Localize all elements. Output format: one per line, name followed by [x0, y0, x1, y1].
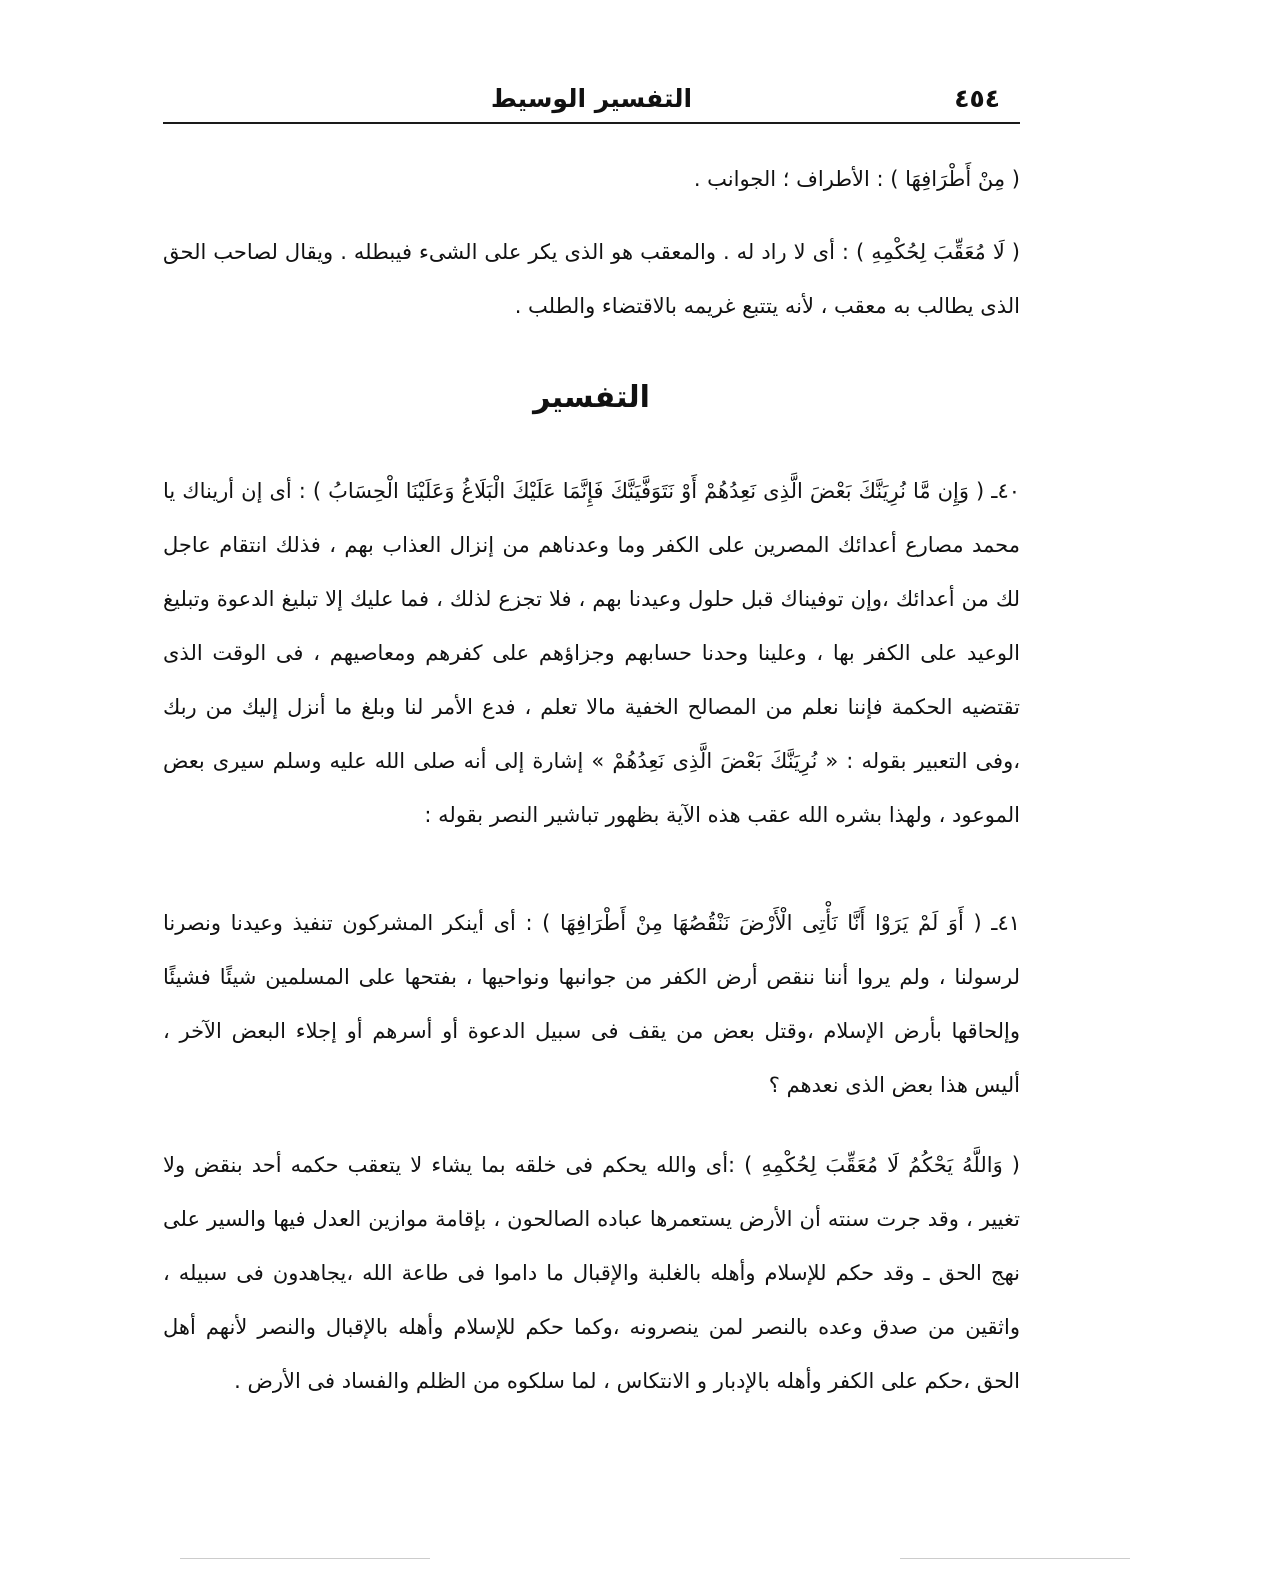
definition-muaqqib: ( لَا مُعَقِّبَ لِحُكْمِهِ ) : أى لا راد له . والمعقب هو الذى يكر على الشىء فيبطله . ويقال لصاحب الحق الذى يطالب به معقب ، لأنه يتتبع غريمه بالاقتضاء والطلب .: [163, 240, 1020, 318]
running-header: [163, 78, 1020, 124]
section-title: التفسير: [533, 380, 650, 415]
paragraph-verse-41: ٤١ـ ( أَوَ لَمْ يَرَوْا أَنَّا نَأْتِى الْأَرْضَ نَنْقُصُهَا مِنْ أَطْرَافِهَا ) : أى أينكر المشركون تنفيذ وعيدنا ونصرنا لرسولنا ، ولم يروا أننا ننقص أرض الكفر من جوانبها ونواحيها ، بفتحها على المسلمين شيئًا فشيئًا وإلحاقها بأرض الإسلام ،وقتل بعض من يقف فى سبيل الدعوة أو أسرهم أو إجلاء البعض الآخر ، أليس هذا بعض الذى نعدهم ؟: [163, 911, 1020, 1097]
paragraph-verse-40: ٤٠ـ ( وَإِن مَّا نُرِيَنَّكَ بَعْضَ الَّذِى نَعِدُهُمْ أَوْ نَتَوَفَّيَنَّكَ فَإِنَّمَا عَلَيْكَ الْبَلَاغُ وَعَلَيْنَا الْحِسَابُ ) : أى إن أريناك يا محمد مصارع أعدائك المصرين على الكفر وما وعدناهم من إنزال العذاب بهم ، فذلك انتقام عاجل لك من أعدائك ،وإن توفيناك قبل حلول وعيدنا بهم ، فلا تجزع لذلك ، فما عليك إلا تبليغ الدعوة وتبليغ الوعيد على الكفر بها ، وعلينا وحدنا حسابهم وجزاؤهم على كفرهم ومعاصيهم ، فى الوقت الذى تقتضيه الحكمة فإننا نعلم من المصالح الخفية مالا تعلم ، فدع الأمر لنا وبلغ ما أنزل إليك من ربك ،وفى التعبير بقوله : « نُرِيَنَّكَ بَعْضَ الَّذِى نَعِدُهُمْ » إشارة إلى أنه صلى الله عليه وسلم سيرى بعض الموعود ، ولهذا بشره الله عقب هذه الآية بظهور تباشير النصر بقوله :: [163, 479, 1020, 827]
page-number: ٤٥٤: [954, 84, 1000, 113]
definition-athraf: ( مِنْ أَطْرَافِهَا ) : الأطراف ؛ الجوانب .: [693, 167, 1020, 191]
bottom-divider-left: [180, 1558, 430, 1559]
bottom-divider-right: [900, 1558, 1130, 1559]
book-title: التفسير الوسيط: [490, 84, 693, 113]
paragraph-hukm: ( وَاللَّهُ يَحْكُمُ لَا مُعَقِّبَ لِحُكْمِهِ ) :أى والله يحكم فى خلقه بما يشاء لا يتعقب حكمه أحد بنقض ولا تغيير ، وقد جرت سنته أن الأرض يستعمرها عباده الصالحون ، بإقامة موازين العدل فيها والسير على نهج الحق ـ وقد حكم للإسلام وأهله بالغلبة والإقبال ما داموا فى طاعة الله ،يجاهدون فى سبيله ، واثقين من صدق وعده بالنصر لمن ينصرونه ،وكما حكم للإسلام وأهله بالإقبال والنصر لأنهم أهل الحق ،حكم على الكفر وأهله بالإدبار و الانتكاس ، لما سلكوه من الظلم والفساد فى الأرض .: [163, 1153, 1020, 1393]
